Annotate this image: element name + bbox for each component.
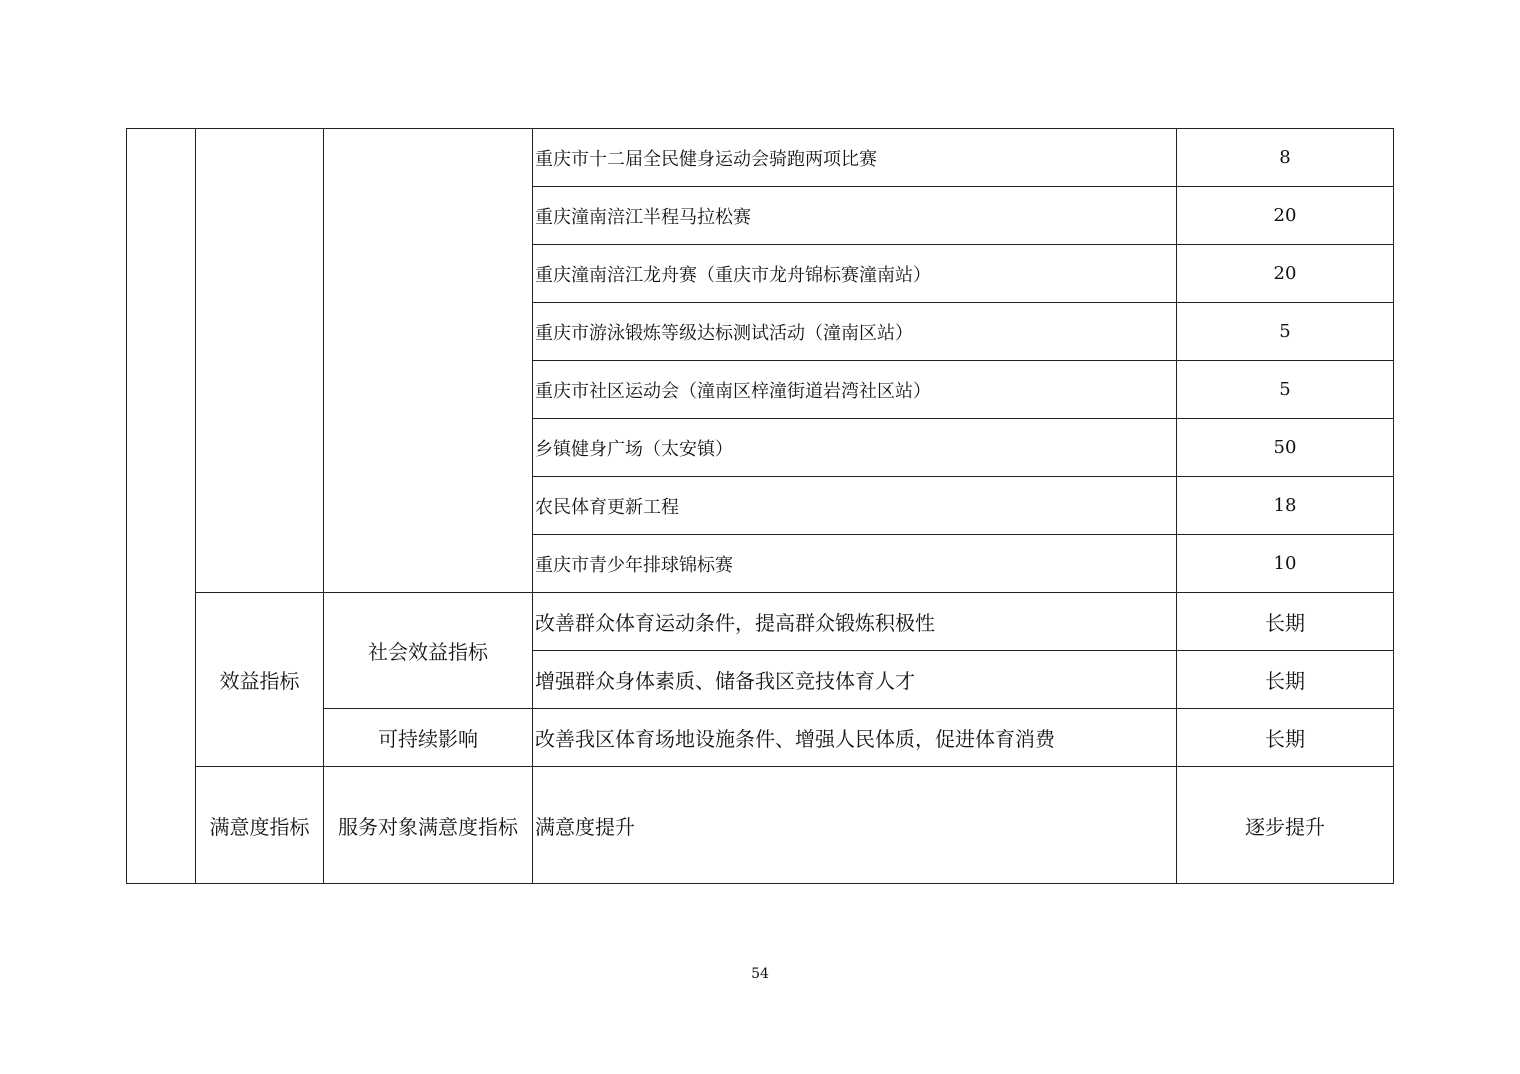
indicator-value: 长期 — [1177, 651, 1394, 709]
indicator-value: 50 — [1177, 419, 1394, 477]
indicator-description: 重庆潼南涪江半程马拉松赛 — [533, 187, 1177, 245]
table-row — [127, 767, 1394, 884]
indicator-value: 8 — [1177, 129, 1394, 187]
indicator-description: 重庆潼南涪江龙舟赛（重庆市龙舟锦标赛潼南站） — [533, 245, 1177, 303]
social-benefit-indicator-label: 社会效益指标 — [324, 593, 533, 709]
satisfaction-indicator-label: 满意度指标 — [196, 767, 324, 884]
sustainable-impact-label: 可持续影响 — [324, 709, 533, 767]
indicator-value: 18 — [1177, 477, 1394, 535]
empty-outer-column-cell — [127, 129, 196, 884]
empty-level2-cell — [324, 129, 533, 593]
indicator-value: 5 — [1177, 303, 1394, 361]
indicator-value: 长期 — [1177, 709, 1394, 767]
indicator-description: 重庆市游泳锻炼等级达标测试活动（潼南区站） — [533, 303, 1177, 361]
indicator-description: 增强群众身体素质、储备我区竞技体育人才 — [533, 651, 1177, 709]
indicator-value: 逐步提升 — [1177, 767, 1394, 884]
indicator-description: 重庆市青少年排球锦标赛 — [533, 535, 1177, 593]
table-row — [127, 129, 1394, 187]
indicator-description: 改善群众体育运动条件，提高群众锻炼积极性 — [533, 593, 1177, 651]
empty-level1-cell — [196, 129, 324, 593]
indicator-value: 长期 — [1177, 593, 1394, 651]
indicator-value: 5 — [1177, 361, 1394, 419]
indicator-value: 10 — [1177, 535, 1394, 593]
performance-indicator-table — [126, 128, 1394, 884]
indicator-description: 乡镇健身广场（太安镇） — [533, 419, 1177, 477]
indicator-description: 重庆市十二届全民健身运动会骑跑两项比赛 — [533, 129, 1177, 187]
indicator-value: 20 — [1177, 187, 1394, 245]
page-number: 54 — [751, 966, 769, 982]
indicator-description: 农民体育更新工程 — [533, 477, 1177, 535]
indicator-description: 满意度提升 — [533, 767, 1177, 884]
indicator-description: 改善我区体育场地设施条件、增强人民体质，促进体育消费 — [533, 709, 1177, 767]
service-satisfaction-indicator-label: 服务对象满意度指标 — [324, 767, 533, 884]
benefit-indicator-label: 效益指标 — [196, 593, 324, 767]
indicator-description: 重庆市社区运动会（潼南区梓潼街道岩湾社区站） — [533, 361, 1177, 419]
table-row — [127, 593, 1394, 651]
indicator-value: 20 — [1177, 245, 1394, 303]
